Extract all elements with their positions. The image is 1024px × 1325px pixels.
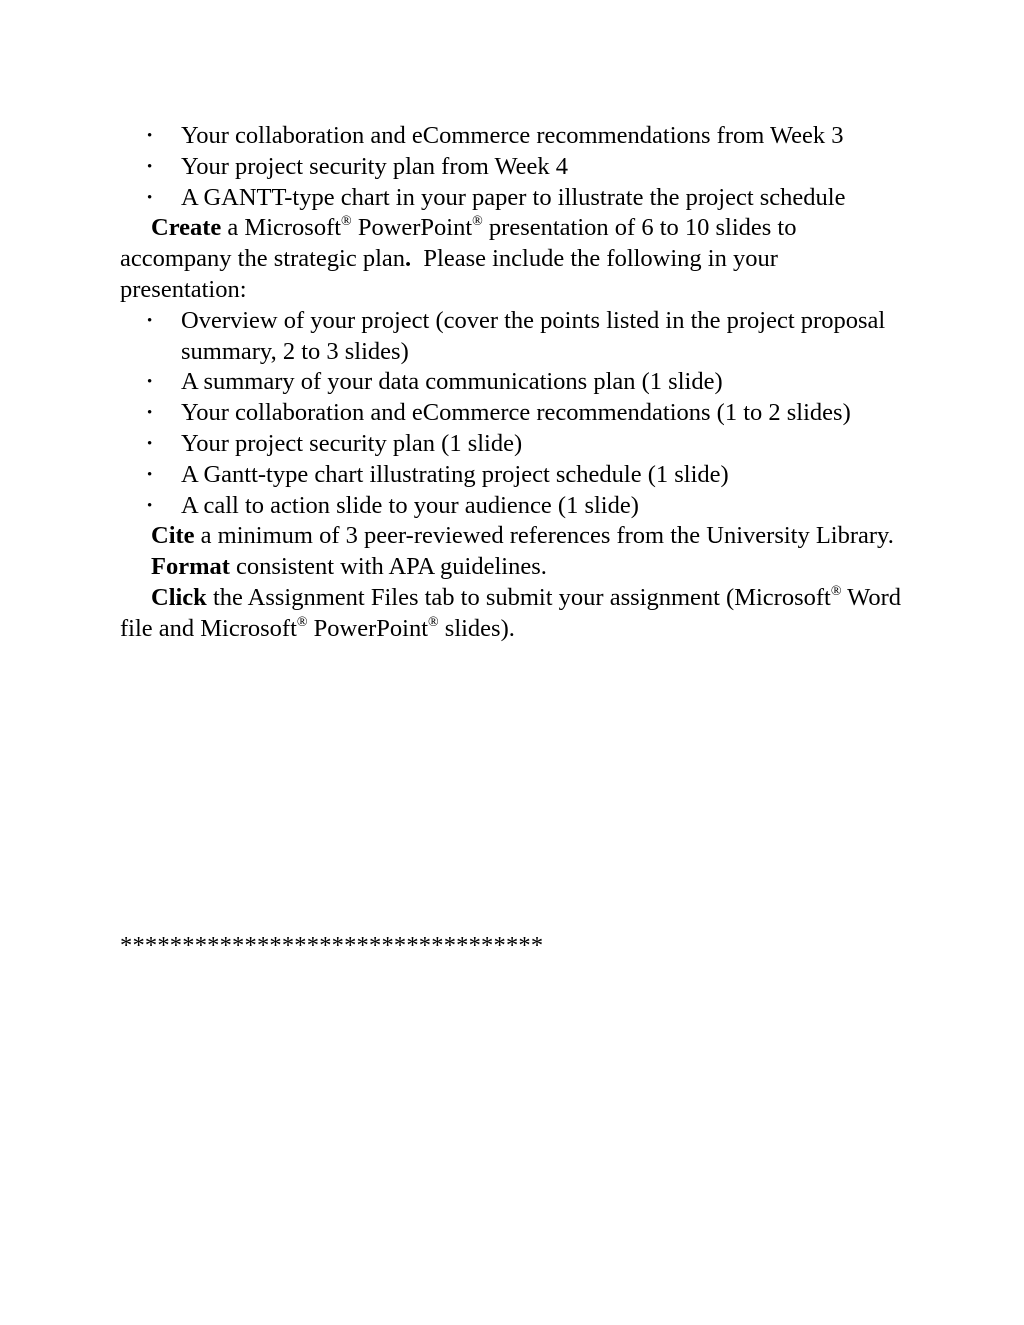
list-item [120, 367, 910, 398]
create-paragraph [120, 213, 910, 305]
document-body [120, 121, 910, 645]
list-item [120, 491, 910, 522]
bullet-icon: • [147, 128, 153, 144]
list-item-text: A GANTT-type chart in your paper to illustrate the project schedule [181, 183, 846, 211]
list-item-text: Your project security plan (1 slide) [181, 429, 523, 457]
registered-mark: ® [472, 214, 483, 230]
bullet-icon: • [147, 374, 153, 391]
list-item [120, 121, 910, 152]
bullet-icon: • [147, 189, 153, 206]
paragraph-text: slides). [438, 614, 515, 642]
list-item [120, 152, 910, 183]
list-item [120, 429, 910, 460]
bold-period: . [405, 245, 412, 273]
list-item [120, 398, 910, 429]
create-keyword: Create [151, 214, 222, 242]
list-item-text: Your collaboration and eCommerce recommendations from Week 3 [181, 122, 844, 149]
asterisk-separator: ********************************** [120, 932, 544, 959]
bullet-list-paper-contents [120, 121, 910, 213]
paragraph-text: Please include the following in your presentation: [120, 245, 785, 303]
bullet-icon: • [147, 497, 153, 514]
list-item-text: A call to action slide to your audience (1 slide) [181, 491, 639, 519]
list-item [120, 460, 910, 491]
list-item-text: A Gantt-type chart illustrating project schedule (1 slide) [181, 460, 729, 488]
bullet-icon: • [147, 435, 153, 452]
paragraph-text: a Microsoft [221, 214, 342, 242]
paragraph-text: PowerPoint [351, 214, 473, 242]
list-item-text: Your project security plan from Week 4 [181, 152, 568, 180]
registered-mark: ® [428, 614, 439, 630]
bullet-icon: • [147, 466, 153, 483]
paragraph-text: PowerPoint [307, 614, 429, 642]
registered-mark: ® [296, 614, 308, 630]
paragraph-text: presentation of 6 to 10 slides to accompany the strategic plan [120, 214, 797, 273]
click-keyword: Click [151, 583, 207, 611]
format-paragraph [120, 552, 910, 583]
bullet-icon: • [147, 158, 153, 175]
registered-mark: ® [341, 214, 352, 230]
format-keyword: Format [151, 553, 230, 581]
click-paragraph [120, 583, 910, 645]
bullet-icon: • [147, 405, 153, 422]
paragraph-text: Word file and Microsoft [120, 583, 902, 642]
list-item-text: A summary of your data communications plan (1 slide) [181, 368, 723, 396]
bullet-icon: • [147, 312, 153, 329]
paragraph-text: a minimum of 3 peer-reviewed references from the University Library. [194, 522, 894, 550]
paragraph-text: the Assignment Files tab to submit your assignment (Microsoft [206, 583, 831, 611]
cite-keyword: Cite [151, 522, 195, 550]
paragraph-text: consistent with APA guidelines. [229, 553, 547, 581]
cite-paragraph [120, 521, 910, 552]
list-item-text: Overview of your project (cover the points listed in the project proposal summary, 2 to 3 slides) [181, 306, 886, 365]
bullet-list-presentation-contents [120, 306, 910, 522]
registered-mark: ® [830, 583, 842, 599]
list-item-text: Your collaboration and eCommerce recommendations (1 to 2 slides) [181, 399, 851, 427]
list-item [120, 306, 910, 368]
list-item [120, 183, 910, 214]
